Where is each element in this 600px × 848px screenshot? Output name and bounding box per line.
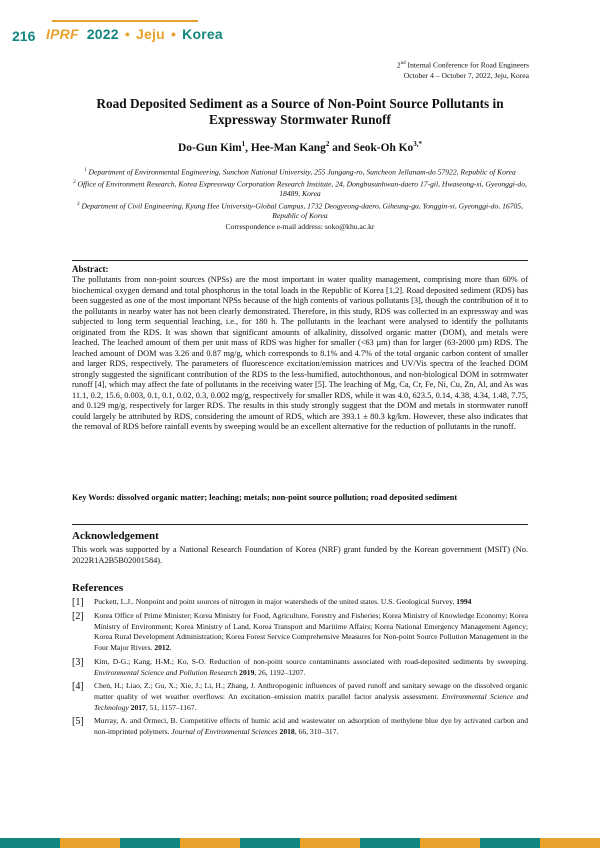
reference-item	[72, 681, 528, 713]
logo-year: 2022	[86, 26, 119, 42]
conference-line-1: 2nd Internal Conference for Road Engineers	[396, 60, 529, 70]
header-accent-line	[52, 20, 198, 22]
logo-country: Korea	[182, 26, 223, 42]
abstract-heading: Abstract:	[72, 264, 109, 274]
author-name: Hee-Man Kang	[250, 141, 326, 154]
footer-stripe	[300, 838, 360, 848]
footer-stripe	[420, 838, 480, 848]
reference-number: [1]	[72, 597, 84, 608]
reference-number: [2]	[72, 611, 84, 622]
conference-info	[397, 59, 529, 81]
reference-number: [3]	[72, 656, 84, 668]
correspondence-email: Correspondence e-mail address: soko@khu.ac.kr	[225, 221, 375, 231]
footer-stripe	[480, 838, 540, 848]
keywords: Key Words: dissolved organic matter; leaching; metals; non-point source pollution; road deposited sediment	[72, 493, 458, 502]
reference-item	[72, 657, 528, 678]
footer-stripe	[360, 838, 420, 848]
reference-text: Chen, H.; Liao, Z.; Gu, X.; Xie, J.; Li, H.; Zhang, J. Anthropogenic influences of paved runoff and sanitary sewage on the dissolved organic matter quality of wet weather overflows: An excitation–emission matrix parallel factor analysis assessment. Environmental Science and Technology 2017, 51, 1157–1167.	[94, 681, 528, 712]
reference-list	[72, 597, 528, 741]
affiliations	[72, 166, 528, 232]
reference-text: Puckett, L.J.. Nonpoint and point sources of nitrogen in major watersheds of the united states. U.S. Geological Survey, 1994	[94, 597, 472, 606]
footer-stripe	[540, 838, 600, 848]
footer-stripe	[60, 838, 120, 848]
footer-stripe	[120, 838, 180, 848]
logo-city: Jeju	[136, 26, 165, 42]
affiliation-3: $^3$ Department of Civil Engineering, Kyung Hee University-Global Campus, 1732 Deogyeong-daero, Giheung-gu, Yonggin-si, Gyeonggi-do, 16705, Republic of Korea	[77, 201, 523, 221]
reference-number: [5]	[72, 716, 84, 728]
logo-dot: •	[170, 26, 177, 42]
paper-title: Road Deposited Sediment as a Source of Non-Point Source Pollutants in Expressway Stormwater Runoff	[96, 96, 504, 127]
abstract-body: The pollutants from non-point sources (NPSs) are the most important in water quality management, comprising more than 60% of biochemical oxygen demand and total phosphorus in the total loads in the Republic of Korea [1,2]. Road deposited sediment (RDS) has been suggested as one of the most important NPSs because of the high contents of various pollutants [3], though the contribution of it to the pollutants in nearby water has not been clearly demonstrated. Therefore, in this study, RDS was collected in an expressway and was subjected to long term sequential leaching, i.e., for 180 h. The pollutants in the leachant were analysed to identify the pollutants originated from the RDS. It was shown that significant amounts of alkalinity, dissolved organic matter (DOM), and metals were leached. The leached amount of them per unit mass of RDS was higher for smaller (<63 µm) than for larger (63-2000 µm) RDS. The leached amount of DOM was 3.26 and 0.87 mg/g, which corresponds to 8.1% and 4.7% of the total organic carbon content of smaller and larger RDS, respectively. The parameters of fluorescence excitation/emission matrices and UV/Vis spectra of the leached DOM strongly suggested the significant contribution of the RDS to the less-humified, autochthonous, and non-biological DOM in sotrmwater runoff [4], which may affect the fate of pollutants in the receiving water [5]. The leaching of Mg, Ca, Cr, Fe, Ni, Cu, Zn, Al, and As was 11.1, 0.2, 15.6, 0.003, 0.1, 0.1, 0.02, 0.3, 0.002 mg/g, respectively for smaller RDS, while it was 4.0, 623.5, 0.14, 4.38, 4.34, 1.48, 7.75, and 0.129 mg/g, respectively for larger RDS. The results in this study strongly suggest that the DOM and metals in stormwater runoff could largely be attributed by RDS, considering the amount of RDS, which are 393.1 ± 80.3 kg/km. However, these also indicates that the removal of RDS before rainfall events by sweeping would be an excellent alternative for the reduction of pollutants in the runoff.	[72, 275, 528, 431]
author-name: Do-Gun Kim	[178, 141, 242, 154]
acknowledgement-body: This work was supported by a National Research Foundation of Korea (NRF) grant funded by the Korean government (MSIT) (No. 2022R1A2B5B02001584).	[72, 545, 528, 565]
reference-item	[72, 716, 528, 737]
reference-item	[72, 611, 528, 654]
footer-stripe	[0, 838, 60, 848]
conference-line-2: October 4 – October 7, 2022, Jeju, Korea	[403, 70, 529, 80]
footer-stripe	[240, 838, 300, 848]
author-name: Seok-Oh Ko	[353, 141, 414, 154]
reference-text: Korea Office of Prime Minister; Korea Ministry for Food, Agriculture, Forestry and Fisheries; Korea Ministry of Knowledge Economy; Korea Ministry of Environment; Korea Ministry of Land, Korea Transport and Maritime Affairs; Korea National Emergency Management Agency; Korea Rural Development Administration; Korea Forest Service Comprehensive Measures for Non-point Source Pollution Management in the Four Major Rivers. 2012.	[94, 611, 528, 653]
page-header	[0, 0, 600, 48]
affiliation-2: $^2$ Office of Environment Research, Korea Expressway Corporation Research Institute, 24, Dongbusunhwan-daero 17-gil, Hwaseong-si, Gyeonggi-do, 18489, Korea	[73, 179, 527, 199]
references-heading: References	[72, 582, 124, 594]
acknowledgement-heading: Acknowledgement	[72, 530, 159, 542]
divider-top	[72, 260, 528, 261]
author-list: Do-Gun Kim$^1$, Hee-Man Kang$^2$ and Seok-Oh $Ko^{3,*}$	[178, 140, 422, 154]
reference-number: [4]	[72, 681, 84, 693]
logo-dot: •	[124, 26, 130, 42]
page-number: 216	[12, 28, 36, 44]
reference-item	[72, 597, 528, 608]
page-footer-bar	[0, 838, 600, 848]
footer-stripe	[180, 838, 240, 848]
reference-text: Kim, D-G.; Kang, H-M.; Ko, S-O. Reduction of non-point source contaminants associated with road-deposited sediments by sweeping. Environmental Science and Pollution Research 2019, 26, 1192–1207.	[94, 656, 528, 677]
logo-brand: IPRF	[46, 26, 79, 42]
reference-text: Murray, A. and Örmeci, B. Competitive effects of humic acid and wastewater on adsorption of methylene blue dye by activated carbon and non-imprinted polymers. Journal of Environmental Sciences 2018, 66, 310–317.	[94, 716, 528, 737]
conference-logo	[46, 26, 223, 42]
affiliation-1: $^1$ Department of Environmental Engineering, Sunchon National University, 255 Jungang-ro, Suncheon Jellanam-do 57922, Republic of Korea	[84, 167, 516, 177]
divider-bottom	[72, 524, 528, 525]
